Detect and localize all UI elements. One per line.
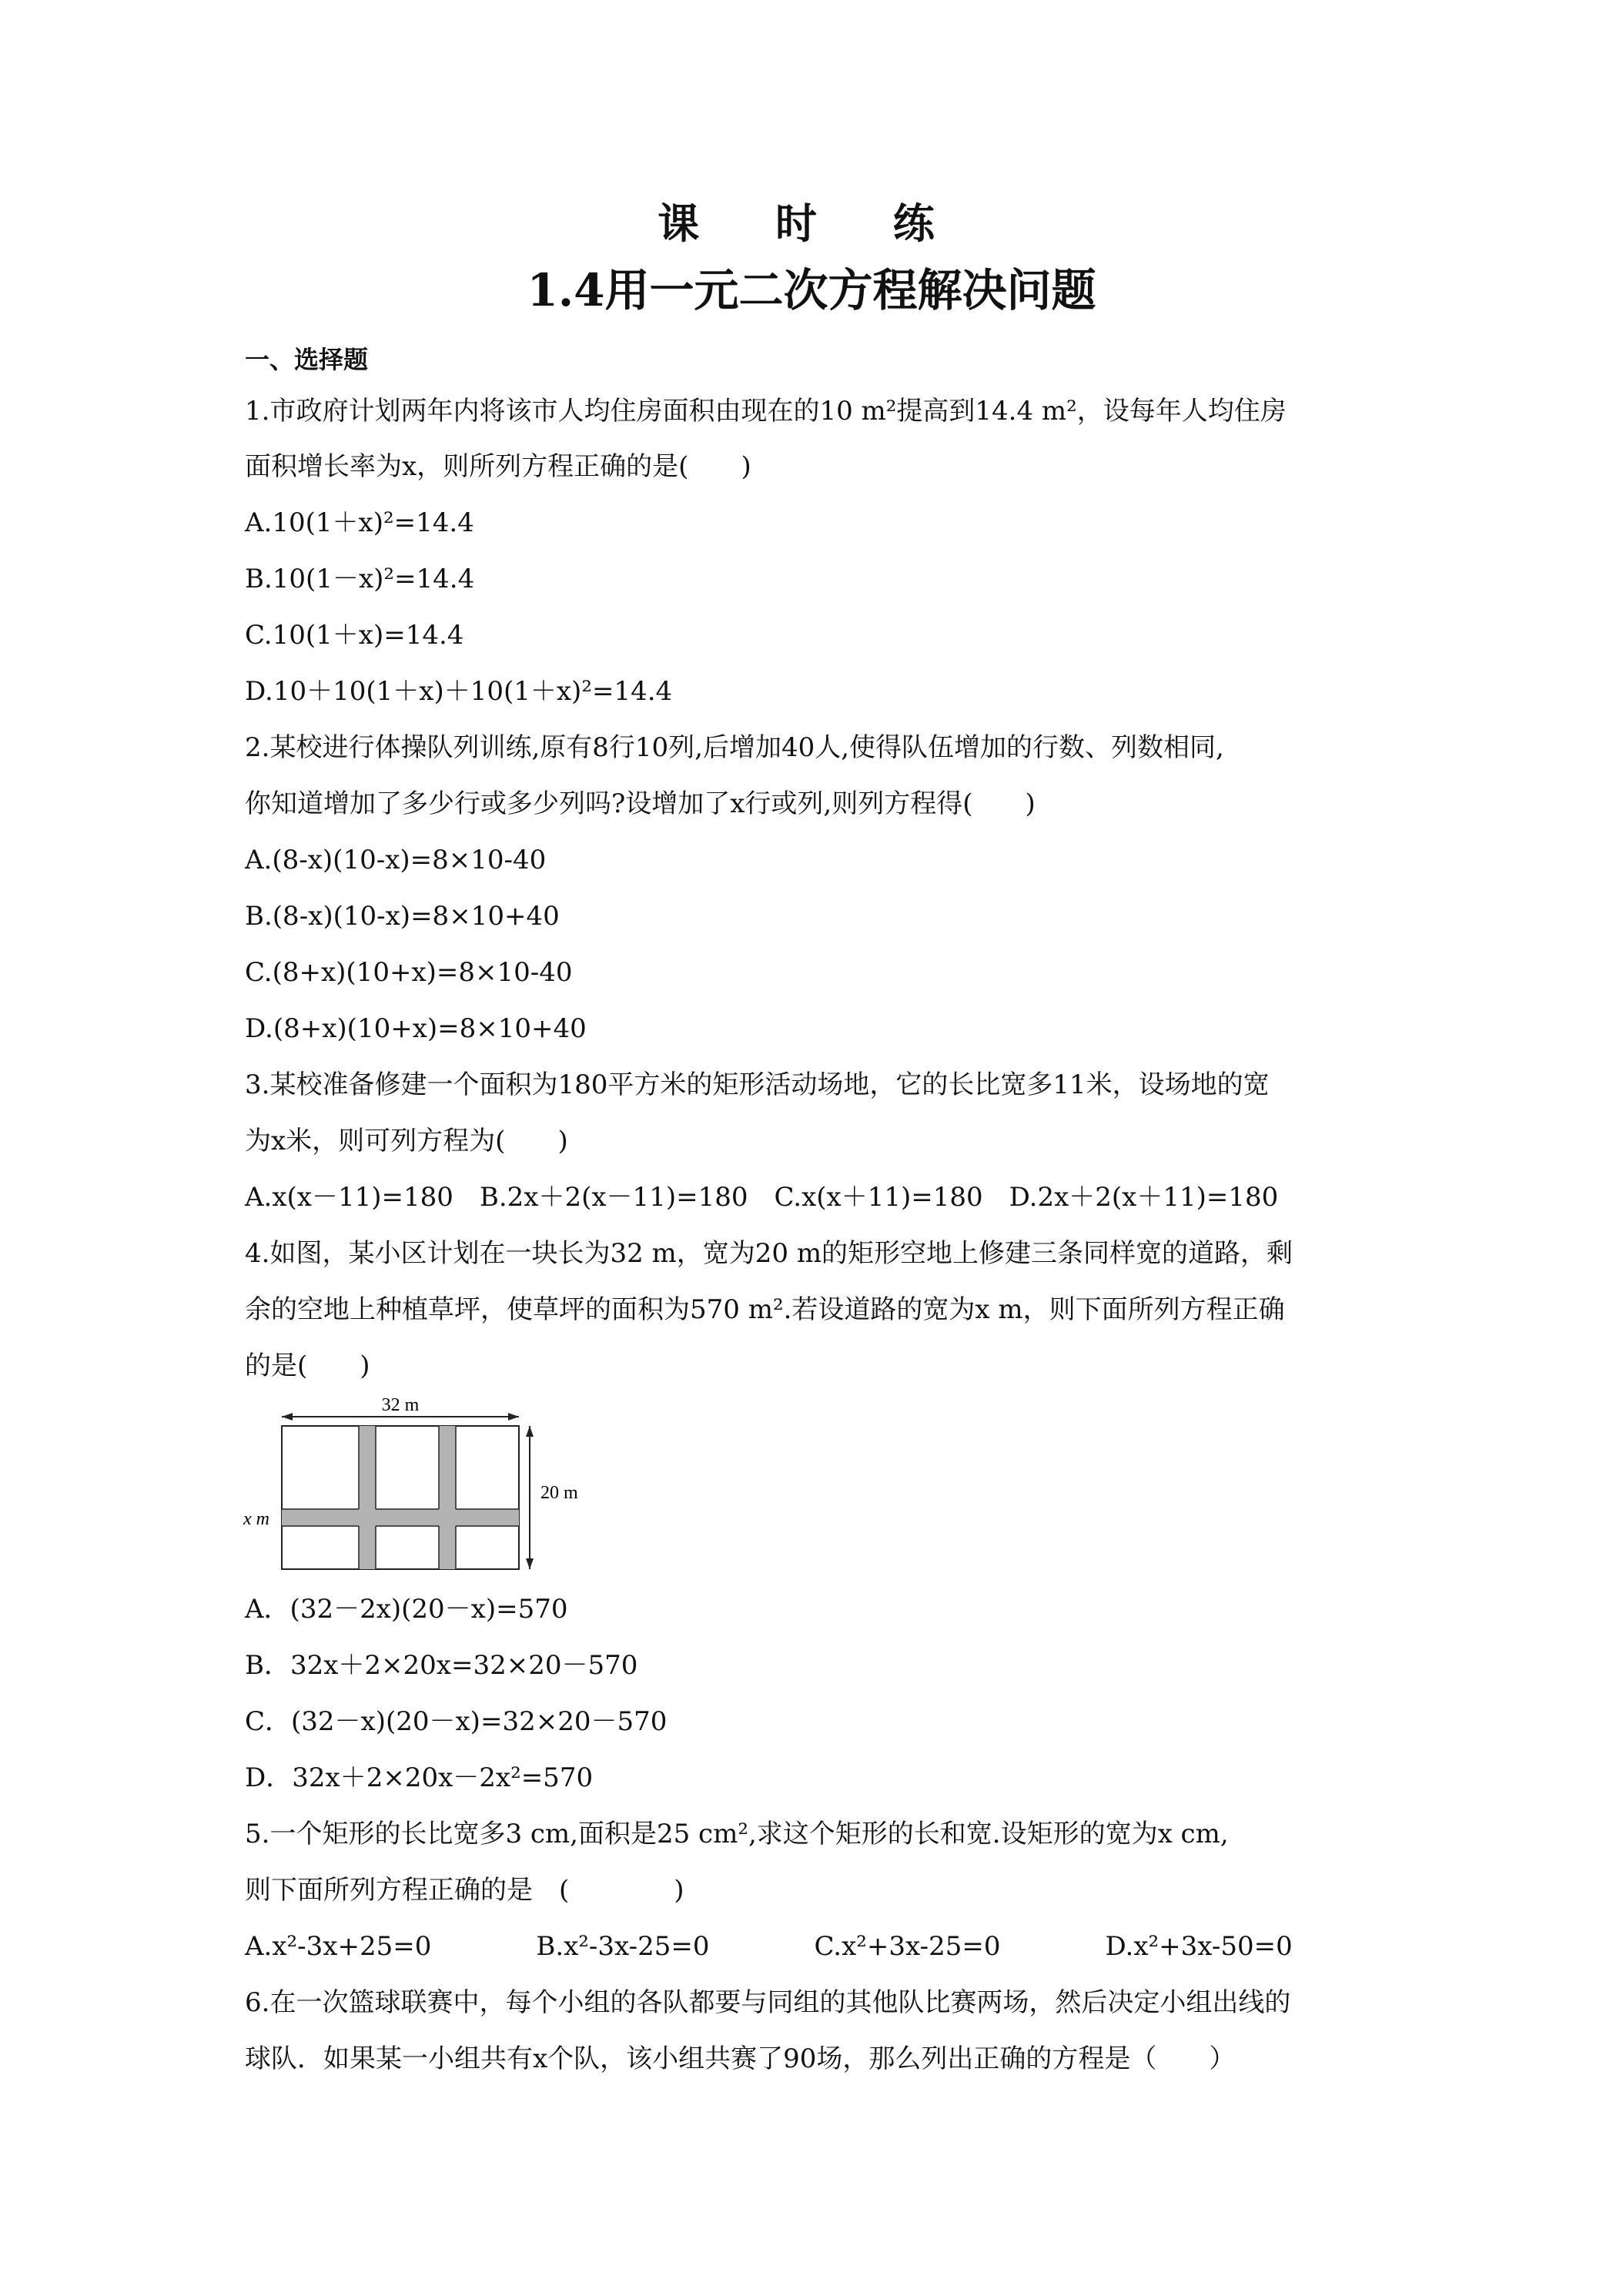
q4-option-c: C．(32－x)(20－x)=32×20－570: [245, 1706, 668, 1737]
q4-stem-line-2: 余的空地上种植草坪，使草坪的面积为570 m².若设道路的宽为x m，则下面所列方程正确: [245, 1294, 1285, 1325]
q2-option-d: D.(8+x)(10+x)=8×10+40: [245, 1013, 587, 1044]
q1-option-b: B.10(1－x)²=14.4: [245, 564, 475, 594]
width-arrow-left: [282, 1413, 293, 1421]
height-arrow-bottom: [526, 1558, 534, 1569]
q1-option-a: A.10(1＋x)²=14.4: [245, 507, 474, 538]
q3-stem-line-1: 3.某校准备修建一个面积为180平方米的矩形活动场地，它的长比宽多11米，设场地的宽: [245, 1069, 1270, 1100]
horizontal-road: [282, 1509, 519, 1526]
q2-option-c: C.(8+x)(10+x)=8×10-40: [245, 957, 573, 988]
q5-options: A.x²-3x+25=0 B.x²-3x-25=0 C.x²+3x-25=0 D.x²+3x-50=0: [245, 1931, 1293, 1962]
q1-stem-line-1: 1.市政府计划两年内将该市人均住房面积由现在的10 m²提高到14.4 m²，设每年人均住房: [245, 396, 1287, 427]
q3-stem-line-2: 为x米，则可列方程为( ): [245, 1126, 568, 1156]
document-title: 课 时 练: [658, 199, 965, 248]
width-label: 32 m: [381, 1395, 420, 1415]
q4-stem-line-1: 4.如图，某小区计划在一块长为32 m，宽为20 m的矩形空地上修建三条同样宽的道路，剩: [245, 1238, 1293, 1269]
q4-option-a: A．(32－2x)(20－x)=570: [245, 1594, 568, 1625]
document-subtitle: 1.4用一元二次方程解决问题: [527, 264, 1096, 316]
q1-stem-line-2: 面积增长率为x，则所列方程正确的是( ): [245, 451, 751, 482]
q2-option-b: B.(8-x)(10-x)=8×10+40: [245, 901, 560, 932]
q5-stem-line-1: 5.一个矩形的长比宽多3 cm,面积是25 cm²,求这个矩形的长和宽.设矩形的宽为x cm,: [245, 1819, 1229, 1849]
q3-options: A.x(x－11)=180 B.2x＋2(x－11)=180 C.x(x＋11)=180 D.2x＋2(x＋11)=180: [245, 1182, 1279, 1213]
q6-stem-line-1: 6.在一次篮球联赛中，每个小组的各队都要与同组的其他队比赛两场，然后决定小组出线的: [245, 1987, 1291, 2018]
q5-stem-line-2: 则下面所列方程正确的是 ( ): [245, 1875, 684, 1906]
q2-stem-line-1: 2.某校进行体操队列训练,原有8行10列,后增加40人,使得队伍增加的行数、列数相同,: [245, 732, 1224, 763]
q2-stem-line-2: 你知道增加了多少行或多少列吗?设增加了x行或列,则列方程得( ): [245, 788, 1036, 819]
q6-stem-line-2: 球队．如果某一小组共有x个队，该小组共赛了90场，那么列出正确的方程是（ ）: [245, 2043, 1236, 2074]
height-label: 20 m: [540, 1483, 578, 1503]
vertical-road-right: [439, 1426, 456, 1569]
width-arrow-right: [508, 1413, 519, 1421]
section-heading: 一、选择题: [245, 345, 369, 374]
lot-rectangle: [282, 1426, 519, 1569]
vertical-road-left: [359, 1426, 376, 1569]
q2-option-a: A.(8-x)(10-x)=8×10-40: [245, 845, 547, 875]
q4-road-diagram: [242, 1392, 596, 1577]
height-arrow-top: [526, 1426, 534, 1437]
q4-stem-line-3: 的是( ): [245, 1350, 370, 1381]
q4-option-b: B．32x＋2×20x=32×20－570: [245, 1650, 638, 1681]
q1-option-c: C.10(1＋x)=14.4: [245, 620, 464, 651]
q1-option-d: D.10＋10(1＋x)＋10(1＋x)²=14.4: [245, 676, 673, 707]
q4-option-d: D．32x＋2×20x－2x²=570: [245, 1762, 594, 1793]
road-width-label: x m: [243, 1509, 269, 1529]
